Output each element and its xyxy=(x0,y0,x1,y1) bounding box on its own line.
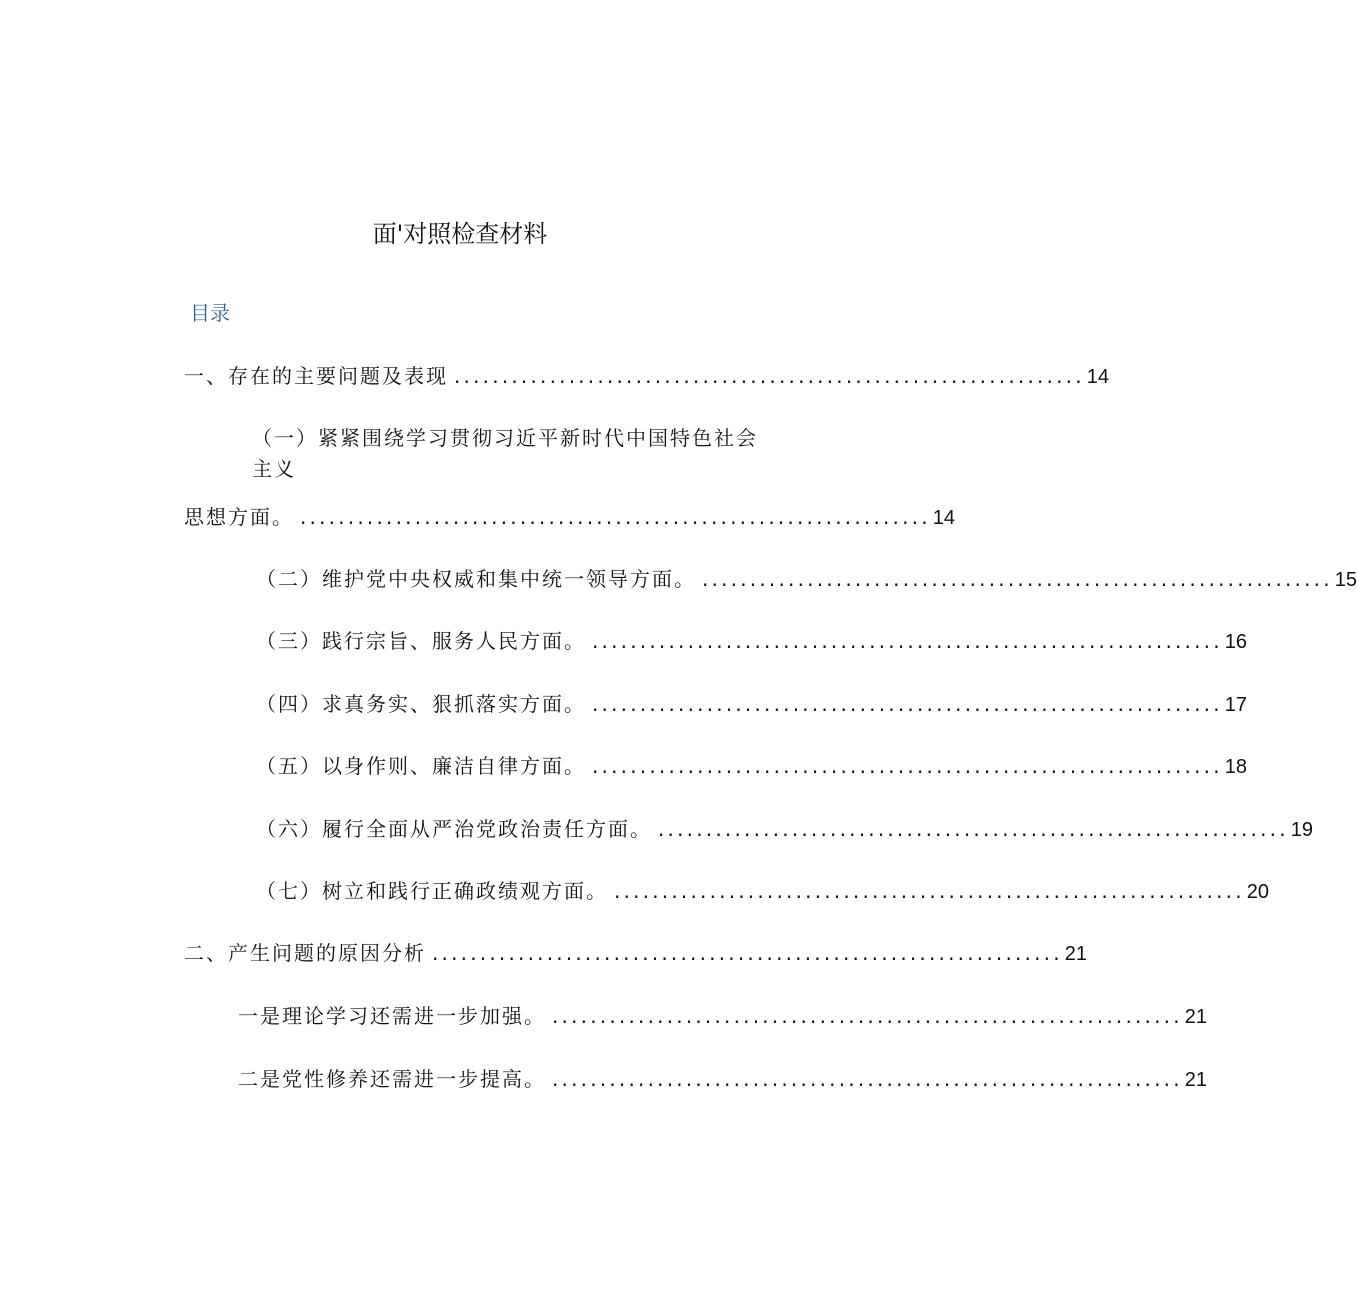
toc-page-number: 20 xyxy=(1246,881,1270,903)
toc-entry-text-line2[interactable]: 主义 xyxy=(252,457,296,481)
toc-page-number: 14 xyxy=(932,507,956,529)
toc-entry[interactable] xyxy=(256,627,1248,656)
toc-leader-dots: .................................................................. xyxy=(552,1004,1183,1028)
toc-page-number: 17 xyxy=(1224,694,1248,716)
toc-entry-text: （三）践行宗旨、服务人民方面。 xyxy=(256,629,586,653)
toc-leader-dots: .................................................................. xyxy=(702,567,1333,591)
toc-page-number: 14 xyxy=(1086,366,1110,388)
toc-page-number: 15 xyxy=(1334,569,1357,591)
toc-page-number: 21 xyxy=(1184,1006,1208,1028)
toc-entry[interactable] xyxy=(184,503,956,532)
toc-entry[interactable] xyxy=(184,939,1088,968)
toc-leader-dots: .................................................................. xyxy=(454,364,1085,388)
toc-leader-dots: .................................................................. xyxy=(552,1067,1183,1091)
toc-entry-text: 一、存在的主要问题及表现 xyxy=(184,364,448,388)
toc-page-number: 19 xyxy=(1290,819,1314,841)
toc-entry[interactable] xyxy=(256,565,1357,594)
toc-page-number: 21 xyxy=(1184,1069,1208,1091)
toc-leader-dots: .................................................................. xyxy=(300,505,931,529)
toc-entry-text: （四）求真务实、狠抓落实方面。 xyxy=(256,692,586,716)
toc-page-number: 21 xyxy=(1064,943,1088,965)
toc-entry[interactable] xyxy=(256,815,1314,844)
toc-heading: 目录 xyxy=(190,301,230,325)
toc-entry[interactable] xyxy=(256,690,1248,719)
toc-leader-dots: .................................................................. xyxy=(592,754,1223,778)
toc-entry-text: 思想方面。 xyxy=(184,505,294,529)
toc-leader-dots: .................................................................. xyxy=(658,817,1289,841)
toc-page-number: 18 xyxy=(1224,756,1248,778)
toc-leader-dots: .................................................................. xyxy=(614,879,1245,903)
toc-entry-text: （二）维护党中央权威和集中统一领导方面。 xyxy=(256,567,696,591)
toc-leader-dots: .................................................................. xyxy=(592,692,1223,716)
toc-entry-text: （六）履行全面从严治党政治责任方面。 xyxy=(256,817,652,841)
toc-page-number: 16 xyxy=(1224,631,1248,653)
toc-entry-text: （七）树立和践行正确政绩观方面。 xyxy=(256,879,608,903)
toc-entry[interactable] xyxy=(238,1002,1208,1031)
toc-entry-text-line1[interactable]: （一）紧紧围绕学习贯彻习近平新时代中国特色社会 xyxy=(252,426,758,450)
toc-entry[interactable] xyxy=(238,1065,1208,1094)
toc-entry[interactable] xyxy=(256,752,1248,781)
toc-entry[interactable] xyxy=(256,877,1270,906)
toc-entry-text: 一是理论学习还需进一步加强。 xyxy=(238,1004,546,1028)
toc-entry-text: 二是党性修养还需进一步提高。 xyxy=(238,1067,546,1091)
toc-entry-text: 二、产生问题的原因分析 xyxy=(184,941,426,965)
toc-leader-dots: .................................................................. xyxy=(432,941,1063,965)
toc-entry-text: （五）以身作则、廉洁自律方面。 xyxy=(256,754,586,778)
toc-leader-dots: .................................................................. xyxy=(592,629,1223,653)
toc-entry[interactable] xyxy=(184,362,1110,391)
document-title: 面'对照检查材料 xyxy=(372,220,548,248)
